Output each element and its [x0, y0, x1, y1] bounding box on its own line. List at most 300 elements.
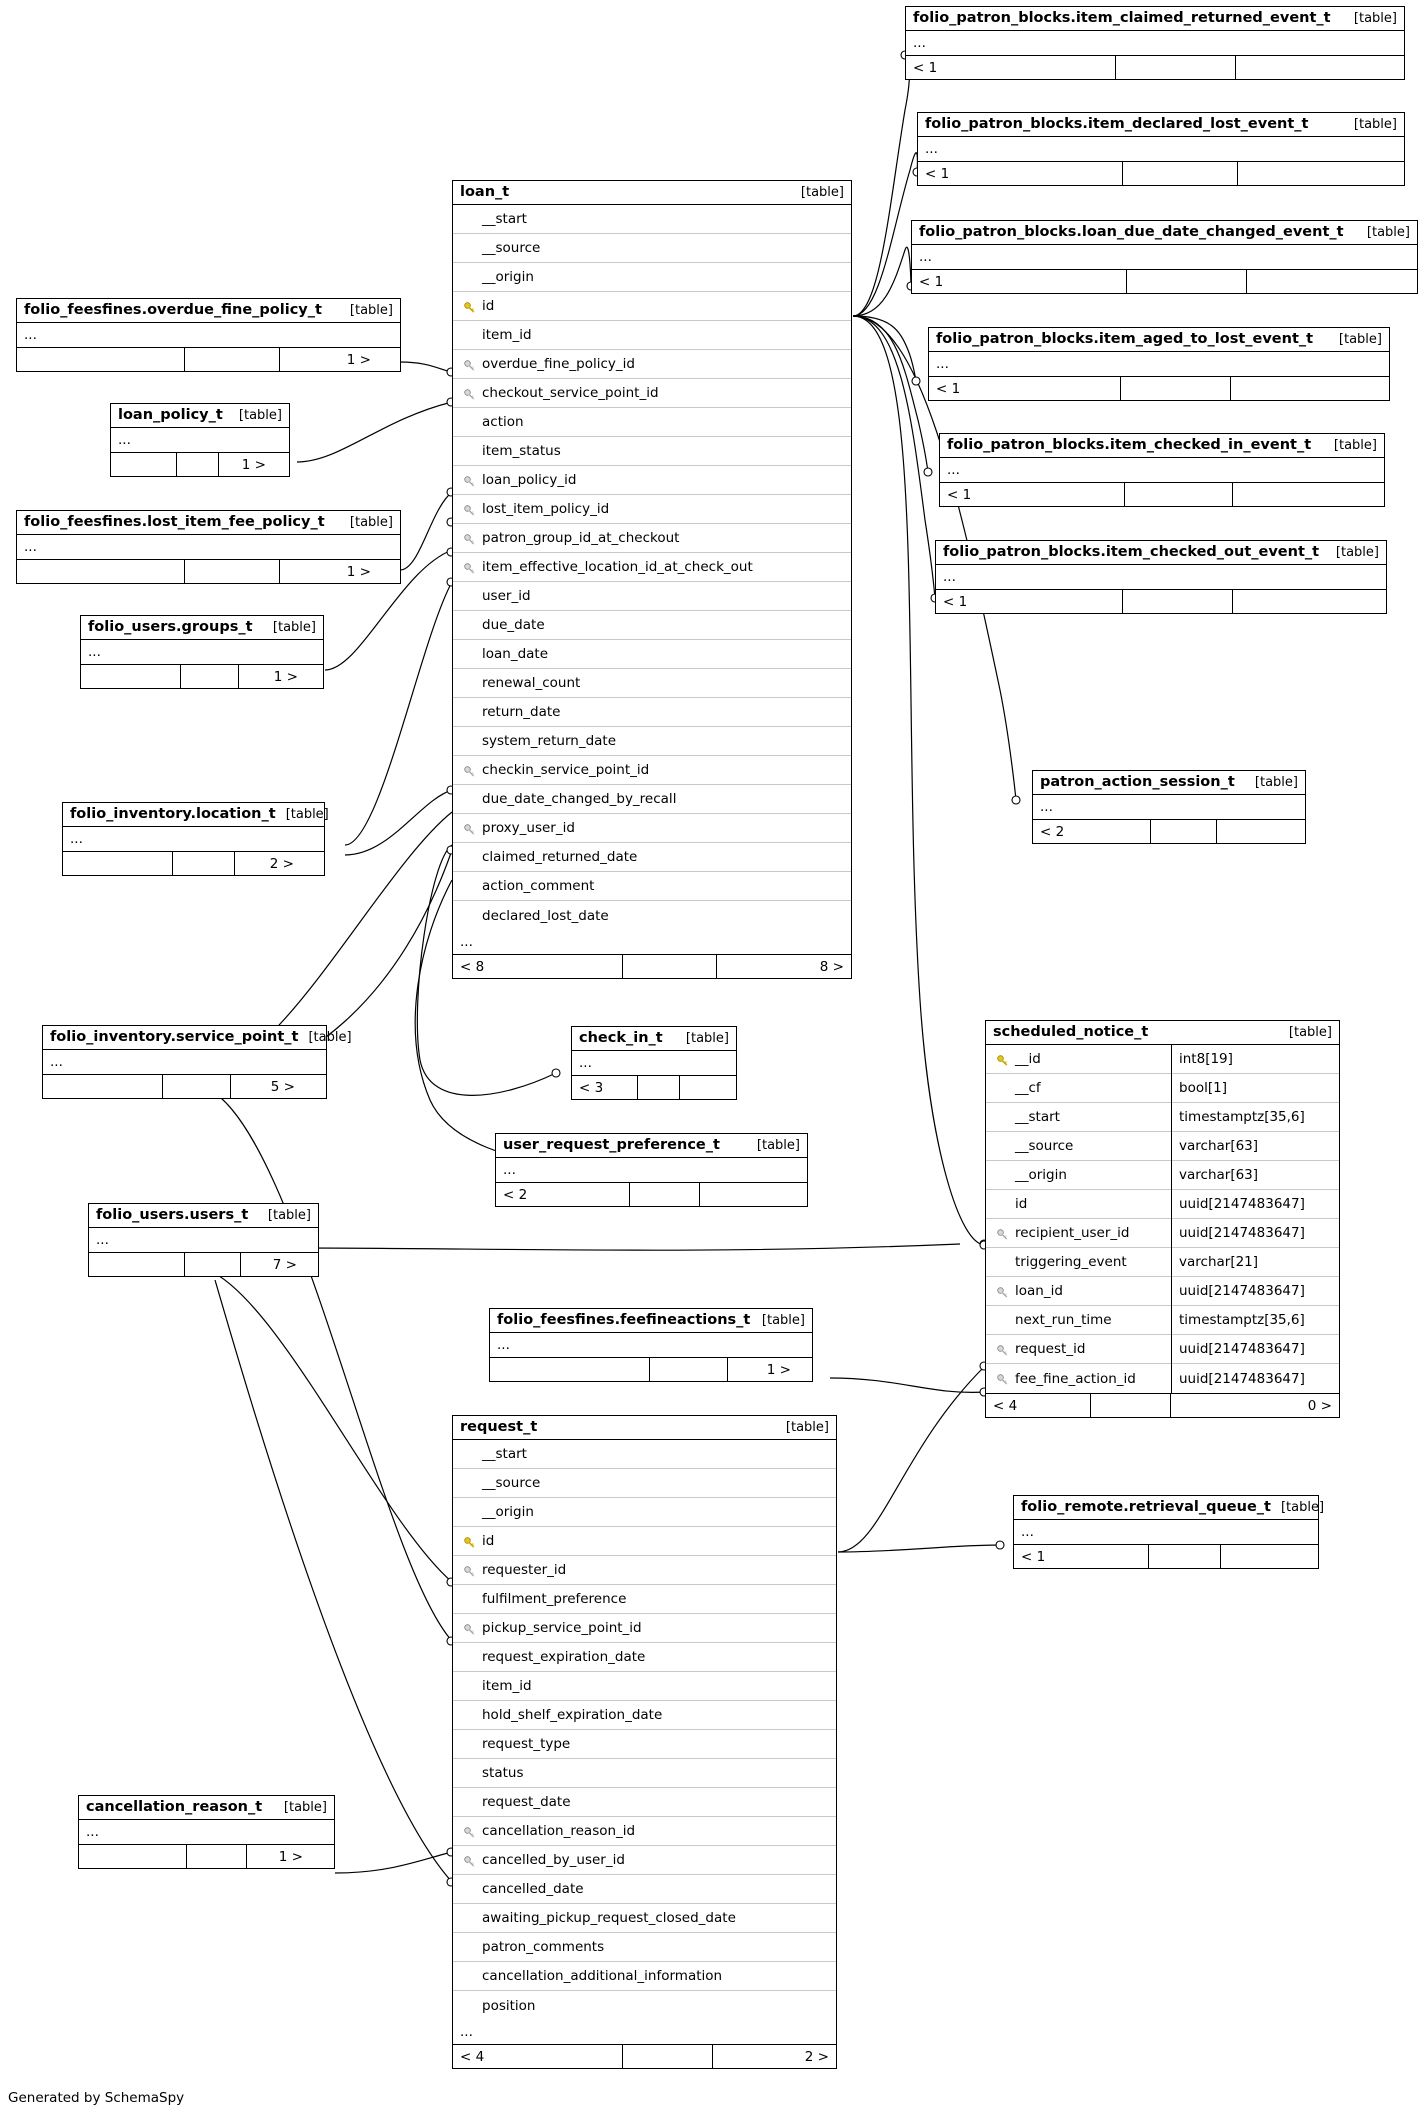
- footer-right: 8 >: [819, 958, 844, 975]
- table-tag: [table]: [285, 806, 329, 822]
- column-name: __source: [482, 1475, 541, 1491]
- table-tag: [table]: [349, 514, 393, 530]
- table-loan_policy_t[interactable]: [110, 403, 290, 477]
- column-ellipsis: ...: [936, 356, 949, 372]
- table-location_t[interactable]: [62, 802, 329, 876]
- footer-right: [1217, 820, 1291, 843]
- table-column-row: [986, 1364, 1339, 1393]
- table-footer: [929, 376, 1389, 400]
- foreign-key-icon: [464, 1566, 473, 1575]
- table-footer: [572, 1075, 736, 1099]
- generator-credit: Generated by SchemaSpy: [8, 2090, 185, 2106]
- footer-right: [1236, 56, 1356, 79]
- primary-key-icon: [997, 1055, 1006, 1064]
- table-title: folio_users.groups_t: [88, 619, 253, 635]
- table-header: [490, 1309, 812, 1333]
- table-footer: [936, 589, 1386, 613]
- table-title: folio_feesfines.feefineactions_t: [497, 1312, 751, 1328]
- table-header: [63, 803, 329, 827]
- column-name: loan_id: [1015, 1283, 1063, 1299]
- footer-right: [1221, 1545, 1294, 1568]
- column-ellipsis: ...: [24, 327, 37, 343]
- foreign-key-icon: [464, 389, 473, 398]
- table-cancellation_reason_t[interactable]: [78, 1795, 335, 1869]
- table-column-row: [453, 234, 851, 263]
- column-name: request_type: [482, 1736, 571, 1752]
- table-tag: [table]: [800, 184, 844, 200]
- table-footer: [81, 664, 323, 688]
- table-column-row: [453, 495, 851, 524]
- table-column-row: [453, 1469, 836, 1498]
- table-item_declared_lost_event_t[interactable]: [917, 112, 1405, 186]
- table-overdue_fine_policy_t[interactable]: [16, 298, 401, 372]
- table-check_in_t[interactable]: [571, 1026, 737, 1100]
- table-title: patron_action_session_t: [1040, 774, 1235, 790]
- table-column-row: [453, 1527, 836, 1556]
- table-tag: [table]: [1366, 224, 1410, 240]
- table-tag: [table]: [785, 1419, 829, 1435]
- footer-left: < 3: [572, 1076, 638, 1099]
- column-name: __origin: [482, 269, 534, 285]
- table-column-row: [453, 785, 851, 814]
- column-ellipsis: ...: [86, 1824, 99, 1840]
- table-tag: [table]: [1333, 437, 1377, 453]
- column-type: varchar[63]: [1171, 1132, 1339, 1161]
- footer-left: [79, 1845, 187, 1868]
- table-footer: [912, 269, 1417, 293]
- footer-mid: [630, 1183, 700, 1206]
- table-title: folio_patron_blocks.item_aged_to_lost_event_t: [936, 331, 1314, 347]
- column-name: position: [482, 1997, 536, 2014]
- table-tag: [table]: [1288, 1024, 1332, 1040]
- footer-mid: [623, 2045, 713, 2068]
- table-column-row: [453, 582, 851, 611]
- table-header: [936, 541, 1386, 565]
- footer-right: [1233, 590, 1338, 613]
- column-type: uuid[2147483647]: [1171, 1364, 1339, 1393]
- column-name: __cf: [1015, 1080, 1041, 1096]
- table-title: folio_patron_blocks.item_checked_in_event_t: [947, 437, 1312, 453]
- column-ellipsis: ...: [947, 462, 960, 478]
- table-title: check_in_t: [579, 1030, 663, 1046]
- column-name: user_id: [482, 588, 531, 604]
- column-type: varchar[63]: [1171, 1161, 1339, 1190]
- table-lost_item_fee_policy_t[interactable]: [16, 510, 401, 584]
- column-name: item_id: [482, 327, 532, 343]
- column-name: __start: [482, 1446, 527, 1462]
- column-name: fulfilment_preference: [482, 1591, 627, 1607]
- primary-key-icon: [464, 302, 473, 311]
- table-column-row: [453, 321, 851, 350]
- table-header: [453, 1416, 836, 1440]
- column-type: uuid[2147483647]: [1171, 1190, 1339, 1219]
- footer-mid: [185, 1253, 241, 1276]
- table-column-row: [453, 1991, 836, 2020]
- table-column-row: [986, 1248, 1339, 1277]
- footer-right: 1 >: [241, 456, 266, 473]
- table-column-row: [986, 1277, 1339, 1306]
- table-column-row: [453, 263, 851, 292]
- table-groups_t[interactable]: [80, 615, 324, 689]
- table-tag: [table]: [685, 1030, 729, 1046]
- table-footer: [453, 2044, 836, 2068]
- footer-mid: [638, 1076, 680, 1099]
- footer-left: < 1: [906, 56, 1116, 79]
- footer-left: < 4: [453, 2045, 623, 2068]
- table-retrieval_queue_t[interactable]: [1013, 1495, 1325, 1569]
- table-tag: [table]: [272, 619, 316, 635]
- column-name: declared_lost_date: [482, 907, 609, 924]
- column-name: claimed_returned_date: [482, 849, 638, 865]
- footer-right: 1 >: [346, 563, 371, 580]
- column-name: patron_comments: [482, 1939, 605, 1955]
- table-tag: [table]: [308, 1029, 352, 1045]
- column-name: item_effective_location_id_at_check_out: [482, 559, 753, 575]
- table-column-row: [453, 1585, 836, 1614]
- table-column-row: [453, 1643, 836, 1672]
- footer-right: [1231, 377, 1341, 400]
- column-name: __id: [1015, 1051, 1041, 1067]
- column-type: uuid[2147483647]: [1171, 1277, 1339, 1306]
- footer-right: 1 >: [273, 668, 298, 685]
- table-column-row: [453, 1846, 836, 1875]
- column-ellipsis: ...: [497, 1337, 510, 1353]
- column-ellipsis: ...: [118, 432, 131, 448]
- table-header: [572, 1027, 736, 1051]
- column-ellipsis: ...: [925, 141, 938, 157]
- footer-right: 1 >: [346, 351, 371, 368]
- table-header: [17, 511, 400, 535]
- footer-left: [89, 1253, 185, 1276]
- footer-left: < 1: [1014, 1545, 1149, 1568]
- table-title: folio_patron_blocks.item_checked_out_event_t: [943, 544, 1320, 560]
- table-tag: [table]: [1254, 774, 1298, 790]
- footer-mid: [650, 1358, 728, 1381]
- footer-right: [700, 1183, 773, 1206]
- column-type: bool[1]: [1171, 1074, 1339, 1103]
- footer-right: 7 >: [272, 1256, 297, 1273]
- column-name: item_id: [482, 1678, 532, 1694]
- footer-mid: [1123, 590, 1233, 613]
- table-item_claimed_returned_event_t[interactable]: [905, 6, 1405, 80]
- column-type: timestamptz[35,6]: [1171, 1306, 1339, 1335]
- table-footer: [43, 1074, 326, 1098]
- table-column-row: [453, 1498, 836, 1527]
- table-title: loan_policy_t: [118, 407, 223, 423]
- column-name: __start: [1015, 1109, 1060, 1125]
- table-tag: [table]: [756, 1137, 800, 1153]
- column-type: timestamptz[35,6]: [1171, 1103, 1339, 1132]
- table-title: folio_patron_blocks.item_claimed_returned_event_t: [913, 10, 1331, 26]
- table-column-row: [453, 1672, 836, 1701]
- column-name: system_return_date: [482, 733, 617, 749]
- table-tag: [table]: [267, 1207, 311, 1223]
- footer-left: < 4: [986, 1394, 1091, 1417]
- column-name: request_expiration_date: [482, 1649, 646, 1665]
- footer-mid: [1151, 820, 1217, 843]
- column-name: proxy_user_id: [482, 820, 575, 836]
- footer-mid: [623, 955, 718, 978]
- table-column-row: [453, 1759, 836, 1788]
- table-column-row: [453, 292, 851, 321]
- table-tag: [table]: [1353, 10, 1397, 26]
- column-type: varchar[21]: [1171, 1248, 1339, 1277]
- table-feefineactions_t[interactable]: [489, 1308, 813, 1382]
- foreign-key-icon: [464, 1827, 473, 1836]
- column-ellipsis: ...: [1021, 1524, 1034, 1540]
- table-body: [986, 1045, 1339, 1393]
- table-patron_action_session_t[interactable]: [1032, 770, 1306, 844]
- column-name: patron_group_id_at_checkout: [482, 530, 680, 546]
- footer-right: 5 >: [270, 1078, 295, 1095]
- foreign-key-icon: [464, 476, 473, 485]
- footer-mid: [1091, 1394, 1171, 1417]
- column-type: uuid[2147483647]: [1171, 1335, 1339, 1364]
- table-tag: [table]: [1335, 544, 1379, 560]
- column-name: __origin: [1015, 1167, 1067, 1183]
- table-header: [1033, 771, 1305, 795]
- table-column-row: [453, 814, 851, 843]
- table-column-row: [986, 1190, 1339, 1219]
- table-title: folio_patron_blocks.loan_due_date_changed_event_t: [919, 224, 1344, 240]
- table-users_t[interactable]: [88, 1203, 319, 1277]
- column-name: overdue_fine_policy_id: [482, 356, 635, 372]
- table-column-row: [986, 1045, 1339, 1074]
- table-footer: [1033, 819, 1305, 843]
- footer-mid: [185, 348, 280, 371]
- table-column-row: [453, 1904, 836, 1933]
- footer-left: [63, 852, 173, 875]
- column-name: __source: [482, 240, 541, 256]
- column-name: due_date: [482, 617, 545, 633]
- footer-mid: [1127, 270, 1247, 293]
- footer-left: < 1: [918, 162, 1123, 185]
- footer-mid: [1116, 56, 1236, 79]
- column-name: request_id: [1015, 1341, 1086, 1357]
- column-ellipsis: ...: [503, 1162, 516, 1178]
- column-name: fee_fine_action_id: [1015, 1370, 1136, 1387]
- footer-mid: [1123, 162, 1238, 185]
- table-column-row: [453, 1730, 836, 1759]
- table-column-row: [453, 408, 851, 437]
- table-column-row: [453, 1788, 836, 1817]
- table-user_request_preference_t[interactable]: [495, 1133, 808, 1207]
- footer-left: [17, 560, 185, 583]
- table-footer: [17, 347, 400, 371]
- table-column-row: [453, 524, 851, 553]
- footer-mid: [181, 665, 239, 688]
- footer-left: < 1: [936, 590, 1123, 613]
- table-title: folio_patron_blocks.item_declared_lost_event_t: [925, 116, 1309, 132]
- column-ellipsis: ...: [24, 539, 37, 555]
- table-header: [79, 1796, 334, 1820]
- column-name: request_date: [482, 1794, 571, 1810]
- table-loan_t[interactable]: [452, 180, 852, 979]
- foreign-key-icon: [997, 1374, 1006, 1383]
- table-column-row: [453, 205, 851, 234]
- footer-left: [81, 665, 181, 688]
- column-name: id: [482, 298, 495, 314]
- table-column-row: [453, 611, 851, 640]
- column-name: cancellation_reason_id: [482, 1823, 636, 1839]
- table-header: [940, 434, 1384, 458]
- column-ellipsis: ...: [70, 831, 83, 847]
- table-title: loan_t: [460, 184, 510, 200]
- table-footer: [906, 55, 1404, 79]
- table-header: [496, 1134, 807, 1158]
- table-title: folio_users.users_t: [96, 1207, 249, 1223]
- footer-left: [111, 453, 177, 476]
- table-item_checked_out_event_t[interactable]: [935, 540, 1387, 614]
- footer-mid: [187, 1845, 247, 1868]
- table-column-row: [453, 872, 851, 901]
- column-type: int8[19]: [1171, 1045, 1339, 1074]
- column-name: pickup_service_point_id: [482, 1620, 642, 1636]
- column-type: uuid[2147483647]: [1171, 1219, 1339, 1248]
- foreign-key-icon: [464, 1856, 473, 1865]
- column-name: __source: [1015, 1138, 1074, 1154]
- footer-mid: [1121, 377, 1231, 400]
- column-name: renewal_count: [482, 675, 581, 691]
- footer-left: [17, 348, 185, 371]
- table-column-row: [453, 379, 851, 408]
- footer-left: < 1: [912, 270, 1127, 293]
- table-tag: [table]: [1280, 1499, 1325, 1515]
- table-title: folio_inventory.service_point_t: [50, 1029, 299, 1045]
- column-ellipsis: ...: [460, 934, 473, 950]
- table-item_checked_in_event_t[interactable]: [939, 433, 1385, 507]
- table-footer: [63, 851, 324, 875]
- table-title: folio_remote.retrieval_queue_t: [1021, 1499, 1271, 1515]
- table-body: [453, 1440, 836, 2020]
- table-header: [17, 299, 400, 323]
- table-title: folio_inventory.location_t: [70, 806, 276, 822]
- table-column-row: [986, 1132, 1339, 1161]
- footer-left: < 1: [940, 483, 1125, 506]
- table-request_t[interactable]: [452, 1415, 837, 2069]
- column-name: awaiting_pickup_request_closed_date: [482, 1910, 736, 1926]
- table-column-row: [453, 669, 851, 698]
- column-name: due_date_changed_by_recall: [482, 791, 677, 807]
- table-footer: [490, 1357, 812, 1381]
- table-tag: [table]: [283, 1799, 327, 1815]
- table-footer: [940, 482, 1384, 506]
- column-name: cancellation_additional_information: [482, 1968, 723, 1984]
- table-column-row: [453, 553, 851, 582]
- table-column-row: [453, 901, 851, 930]
- table-header: [929, 328, 1389, 352]
- table-column-row: [453, 640, 851, 669]
- column-ellipsis: ...: [50, 1054, 63, 1070]
- column-name: cancelled_date: [482, 1881, 584, 1897]
- column-ellipsis: ...: [96, 1232, 109, 1248]
- foreign-key-icon: [464, 824, 473, 833]
- table-title: request_t: [460, 1419, 538, 1435]
- footer-right: 1 >: [278, 1848, 303, 1865]
- column-ellipsis: ...: [919, 249, 932, 265]
- table-title: cancellation_reason_t: [86, 1799, 263, 1815]
- table-header: [1014, 1496, 1325, 1520]
- column-name: triggering_event: [1015, 1254, 1127, 1270]
- table-column-row: [986, 1219, 1339, 1248]
- table-loan_due_date_changed_event_t[interactable]: [911, 220, 1418, 294]
- column-ellipsis: ...: [460, 2024, 473, 2040]
- table-header: [89, 1204, 318, 1228]
- column-name: lost_item_policy_id: [482, 501, 610, 517]
- footer-right: 2 >: [269, 855, 294, 872]
- column-name: return_date: [482, 704, 561, 720]
- table-footer: [918, 161, 1404, 185]
- footer-left: < 1: [929, 377, 1121, 400]
- table-scheduled_notice_t[interactable]: [985, 1020, 1340, 1418]
- foreign-key-icon: [464, 360, 473, 369]
- table-footer: [1014, 1544, 1318, 1568]
- table-tag: [table]: [761, 1312, 805, 1328]
- table-tag: [table]: [1353, 116, 1397, 132]
- table-column-row: [453, 466, 851, 495]
- column-name: __start: [482, 211, 527, 227]
- foreign-key-icon: [997, 1287, 1006, 1296]
- footer-right: [1233, 483, 1336, 506]
- footer-left: < 2: [1033, 820, 1151, 843]
- foreign-key-icon: [464, 766, 473, 775]
- table-footer: [453, 954, 851, 978]
- table-column-row: [453, 698, 851, 727]
- column-name: __origin: [482, 1504, 534, 1520]
- footer-right: 1 >: [766, 1361, 791, 1378]
- column-name: action: [482, 414, 524, 430]
- table-column-row: [453, 1933, 836, 1962]
- table-header: [111, 404, 289, 428]
- column-name: loan_date: [482, 646, 549, 662]
- footer-left: < 2: [496, 1183, 630, 1206]
- table-body: [453, 205, 851, 930]
- table-item_aged_to_lost_event_t[interactable]: [928, 327, 1390, 401]
- footer-right: [1238, 162, 1356, 185]
- column-ellipsis: ...: [943, 569, 956, 585]
- table-column-row: [453, 1614, 836, 1643]
- table-column-row: [986, 1074, 1339, 1103]
- table-footer: [89, 1252, 318, 1276]
- table-column-row: [986, 1335, 1339, 1364]
- column-name: checkin_service_point_id: [482, 762, 650, 778]
- table-column-row: [986, 1161, 1339, 1190]
- table-tag: [table]: [238, 407, 282, 423]
- table-title: folio_feesfines.lost_item_fee_policy_t: [24, 514, 325, 530]
- column-name: requester_id: [482, 1562, 567, 1578]
- table-column-row: [453, 1701, 836, 1730]
- footer-left: < 8: [453, 955, 623, 978]
- footer-mid: [185, 560, 280, 583]
- footer-mid: [173, 852, 235, 875]
- table-footer: [111, 452, 289, 476]
- column-name: checkout_service_point_id: [482, 385, 659, 401]
- column-name: action_comment: [482, 878, 595, 894]
- column-name: status: [482, 1765, 524, 1781]
- foreign-key-icon: [997, 1345, 1006, 1354]
- column-name: recipient_user_id: [1015, 1225, 1130, 1241]
- table-title: folio_feesfines.overdue_fine_policy_t: [24, 302, 322, 318]
- table-column-row: [453, 1875, 836, 1904]
- table-header: [918, 113, 1404, 137]
- column-ellipsis: ...: [579, 1055, 592, 1071]
- table-header: [81, 616, 323, 640]
- table-footer: [496, 1182, 807, 1206]
- table-column-row: [453, 437, 851, 466]
- table-service_point_t[interactable]: [42, 1025, 352, 1099]
- footer-left: [490, 1358, 650, 1381]
- column-ellipsis: ...: [913, 35, 926, 51]
